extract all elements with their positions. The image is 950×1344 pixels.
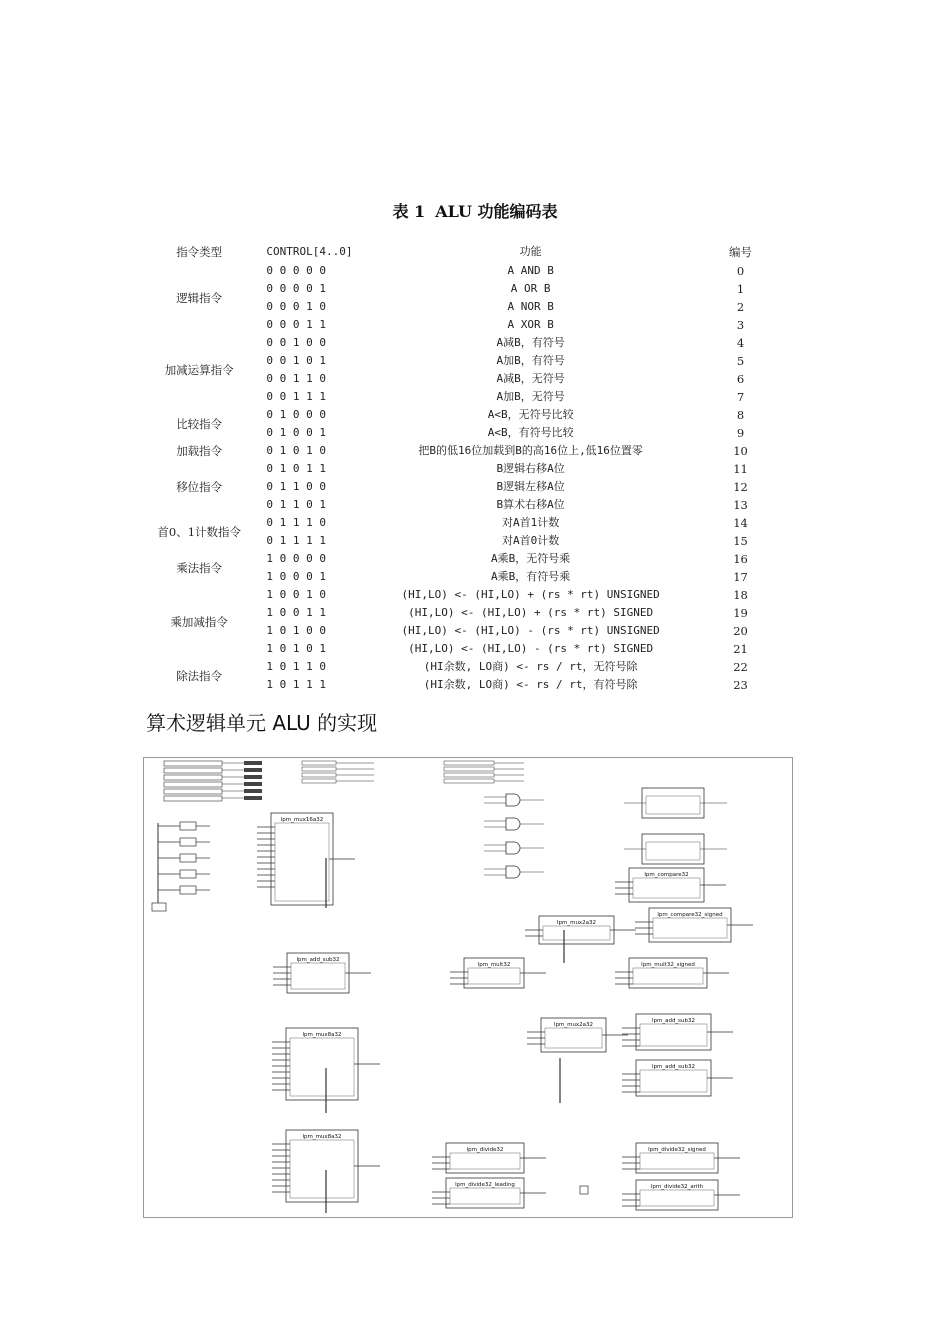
function-cell: A加B，无符号: [496, 390, 565, 403]
function-cell: B逻辑右移A位: [496, 462, 565, 475]
code-number-cell: 14: [733, 516, 748, 530]
control-code-cell: 1 0 0 0 0: [266, 552, 326, 565]
schematic-block-label: lpm_divide32_leading: [455, 1182, 515, 1188]
function-cell: A NOR B: [507, 300, 554, 313]
control-code-cell: 0 1 0 0 1: [266, 426, 326, 439]
control-code-cell: 0 0 1 0 1: [266, 354, 326, 367]
schematic-block-label: lpm_mux8a32: [302, 1032, 342, 1038]
schematic-block-inner: [633, 878, 700, 898]
table-row: [136, 550, 786, 568]
schematic-pin-box: [302, 773, 336, 777]
schematic-pin-box: [444, 767, 494, 771]
schematic-pin-box: [444, 773, 494, 777]
schematic-block-label: lpm_mux2a32: [553, 1022, 594, 1028]
schematic-block-inner: [640, 1070, 707, 1092]
function-cell: A<B，无符号比较: [487, 408, 574, 421]
function-cell: 对A首1计数: [502, 516, 560, 529]
code-number-cell: 10: [733, 444, 748, 458]
function-cell: A乘B，无符号乘: [491, 552, 571, 565]
control-code-cell: 1 0 0 0 1: [266, 570, 326, 583]
schematic-block: [642, 788, 704, 818]
schematic-block-label: lpm_compare32: [644, 872, 689, 878]
schematic-block-inner: [290, 1038, 354, 1096]
schematic-pin-box: [302, 767, 336, 771]
schematic-gate: [180, 854, 196, 862]
function-cell: (HI,LO) <- (HI,LO) + (rs * rt) SIGNED: [408, 606, 654, 619]
code-number-cell: 12: [733, 480, 748, 494]
schematic-block-inner: [653, 918, 727, 938]
table-row: [136, 334, 786, 352]
code-number-cell: 21: [733, 642, 748, 656]
schematic-block-inner: [468, 968, 520, 984]
function-cell: A AND B: [507, 264, 554, 277]
schematic-block-label: lpm_mux2a32: [556, 920, 597, 926]
schematic-pin-box: [164, 796, 222, 801]
schematic-pin-box: [164, 775, 222, 780]
header-type: 指令类型: [176, 245, 223, 259]
function-cell: B算术右移A位: [496, 498, 565, 511]
instruction-type-cell: 首0、1计数指令: [157, 525, 242, 539]
schematic-pin-box: [302, 761, 336, 765]
schematic-gnd: [152, 903, 166, 911]
schematic-block-inner: [646, 842, 700, 860]
table-body: [136, 262, 786, 694]
table-title: ALU 功能编码表: [435, 202, 558, 221]
schematic-pin-box: [164, 789, 222, 794]
function-cell: (HI余数, LO商) <- rs / rt，无符号除: [423, 660, 638, 673]
schematic-block-label: lpm_compare32_signed: [657, 912, 723, 918]
schematic-block-inner: [291, 963, 345, 989]
schematic-block-label: lpm_add_sub32: [651, 1064, 696, 1070]
function-cell: A减B，无符号: [496, 372, 565, 385]
table-row: [136, 586, 786, 604]
control-code-cell: 0 1 0 0 0: [266, 408, 326, 421]
schematic-block: [642, 834, 704, 864]
instruction-type-cell: 乘法指令: [176, 561, 223, 575]
table-header-row: [136, 242, 786, 262]
function-cell: (HI,LO) <- (HI,LO) - (rs * rt) SIGNED: [408, 642, 654, 655]
table-row: [136, 406, 786, 424]
schematic-gate: [180, 886, 196, 894]
function-cell: 对A首0计数: [502, 534, 560, 547]
instruction-type-cell: 加载指令: [176, 444, 223, 458]
control-code-cell: 1 0 1 0 1: [266, 642, 326, 655]
schematic-pin-box: [444, 761, 494, 765]
code-number-cell: 16: [733, 552, 748, 566]
schematic-block-inner: [275, 823, 329, 901]
control-code-cell: 0 0 1 0 0: [266, 336, 326, 349]
instruction-type-cell: 移位指令: [176, 480, 223, 494]
function-cell: A乘B，有符号乘: [491, 570, 571, 583]
control-code-cell: 0 1 0 1 1: [266, 462, 326, 475]
control-code-cell: 1 0 0 1 0: [266, 588, 326, 601]
code-number-cell: 13: [733, 498, 748, 512]
function-cell: A加B，有符号: [496, 354, 565, 367]
schematic-block-label: lpm_mult32_signed: [641, 962, 695, 968]
code-number-cell: 6: [736, 372, 745, 386]
schematic-block: [271, 813, 333, 905]
schematic-gate: [506, 818, 520, 830]
schematic-pin-label: [244, 761, 262, 765]
control-code-cell: 0 1 1 1 0: [266, 516, 326, 529]
function-cell: (HI,LO) <- (HI,LO) + (rs * rt) UNSIGNED: [401, 588, 660, 601]
table-row: [136, 658, 786, 676]
schematic-block-inner: [543, 926, 610, 940]
schematic-pin-label: [244, 775, 262, 779]
table-row: [136, 514, 786, 532]
control-code-cell: 1 0 1 1 0: [266, 660, 326, 673]
control-code-cell: 1 0 1 1 1: [266, 678, 326, 691]
code-number-cell: 7: [736, 390, 745, 404]
instruction-type-cell: 除法指令: [176, 669, 223, 683]
table-row: [136, 262, 786, 280]
schematic-block-inner: [640, 1024, 707, 1046]
function-cell: (HI余数, LO商) <- rs / rt，有符号除: [423, 678, 638, 691]
code-number-cell: 1: [736, 282, 745, 296]
schematic-gate: [506, 794, 520, 806]
schematic-pin-box: [444, 779, 494, 783]
function-cell: B逻辑左移A位: [496, 480, 565, 493]
control-code-cell: 0 0 1 1 0: [266, 372, 326, 385]
control-code-cell: 0 0 0 0 0: [266, 264, 326, 277]
function-cell: 把B的低16位加载到B的高16位上,低16位置零: [418, 444, 643, 457]
schematic-diagram: [144, 758, 792, 1217]
schematic-block-inner: [640, 1153, 714, 1169]
schematic-gate: [506, 866, 520, 878]
schematic-block-inner: [450, 1188, 520, 1204]
schematic-block-label: lpm_mux16a32: [280, 817, 324, 823]
code-number-cell: 17: [733, 570, 748, 584]
schematic-block-inner: [450, 1153, 520, 1169]
function-cell: A XOR B: [507, 318, 554, 331]
table-number: 表 1: [392, 202, 426, 221]
schematic-block-label: lpm_divide32: [466, 1147, 504, 1153]
schematic-pin-label: [244, 796, 262, 800]
control-code-cell: 0 1 1 0 0: [266, 480, 326, 493]
function-cell: A减B，有符号: [496, 336, 565, 349]
code-number-cell: 9: [736, 426, 745, 440]
table-caption: [0, 199, 950, 222]
schematic-block-label: lpm_mux8a32: [302, 1134, 342, 1140]
code-number-cell: 15: [733, 534, 748, 548]
schematic-block-label: lpm_add_sub32: [296, 957, 340, 963]
code-number-cell: 20: [733, 624, 748, 638]
control-code-cell: 0 0 0 1 1: [266, 318, 326, 331]
schematic-block-inner: [646, 796, 700, 814]
schematic-block-inner: [640, 1190, 714, 1206]
control-code-cell: 0 0 0 0 1: [266, 282, 326, 295]
schematic-block: [286, 1028, 358, 1100]
instruction-type-cell: 加减运算指令: [164, 363, 234, 377]
section-title: 算术逻辑单元 ALU 的实现: [146, 711, 378, 735]
schematic-block-inner: [545, 1028, 602, 1048]
schematic-block-label: lpm_divide32_arith: [650, 1184, 704, 1190]
instruction-type-cell: 比较指令: [176, 417, 223, 431]
schematic-block: [286, 1130, 358, 1202]
schematic-gnd: [580, 1186, 588, 1194]
schematic-pin-box: [302, 779, 336, 783]
control-code-cell: 0 0 0 1 0: [266, 300, 326, 313]
schematic-gate: [180, 870, 196, 878]
code-number-cell: 8: [736, 408, 745, 422]
control-code-cell: 1 0 0 1 1: [266, 606, 326, 619]
header-control: CONTROL[4..0]: [266, 245, 353, 258]
schematic-block-inner: [290, 1140, 354, 1198]
schematic-pin-label: [244, 789, 262, 793]
code-number-cell: 22: [733, 660, 748, 674]
code-number-cell: 5: [736, 354, 745, 368]
header-function: 功能: [519, 245, 542, 258]
code-number-cell: 0: [736, 264, 745, 278]
function-cell: A OR B: [510, 282, 551, 295]
code-number-cell: 11: [733, 462, 748, 476]
control-code-cell: 1 0 1 0 0: [266, 624, 326, 637]
schematic-pin-label: [244, 768, 262, 772]
code-number-cell: 2: [736, 300, 745, 314]
instruction-type-cell: 乘加减指令: [170, 615, 228, 629]
function-cell: A<B，有符号比较: [487, 426, 574, 439]
schematic-gate: [180, 822, 196, 830]
code-number-cell: 3: [736, 318, 745, 332]
schematic-block-label: lpm_divide32_signed: [648, 1147, 706, 1153]
table-row: [136, 442, 786, 460]
control-code-cell: 0 1 1 1 1: [266, 534, 326, 547]
schematic-gate: [506, 842, 520, 854]
code-number-cell: 18: [733, 588, 748, 602]
alu-schematic: [143, 757, 793, 1218]
control-code-cell: 0 1 0 1 0: [266, 444, 326, 457]
function-cell: (HI,LO) <- (HI,LO) - (rs * rt) UNSIGNED: [401, 624, 660, 637]
instruction-type-cell: 逻辑指令: [176, 291, 223, 305]
alu-encoding-table: [136, 242, 786, 694]
schematic-pin-box: [164, 782, 222, 787]
header-number: 编号: [729, 245, 753, 259]
schematic-block-label: lpm_mult32: [477, 962, 511, 968]
schematic-pin-box: [164, 761, 222, 766]
schematic-pin-label: [244, 782, 262, 786]
schematic-pin-box: [164, 768, 222, 773]
schematic-gate: [180, 838, 196, 846]
schematic-block-label: lpm_add_sub32: [651, 1018, 696, 1024]
schematic-block-inner: [633, 968, 703, 984]
control-code-cell: 0 1 1 0 1: [266, 498, 326, 511]
table-row: [136, 460, 786, 478]
code-number-cell: 23: [733, 678, 748, 692]
code-number-cell: 4: [736, 336, 745, 350]
control-code-cell: 0 0 1 1 1: [266, 390, 326, 403]
code-number-cell: 19: [733, 606, 748, 620]
